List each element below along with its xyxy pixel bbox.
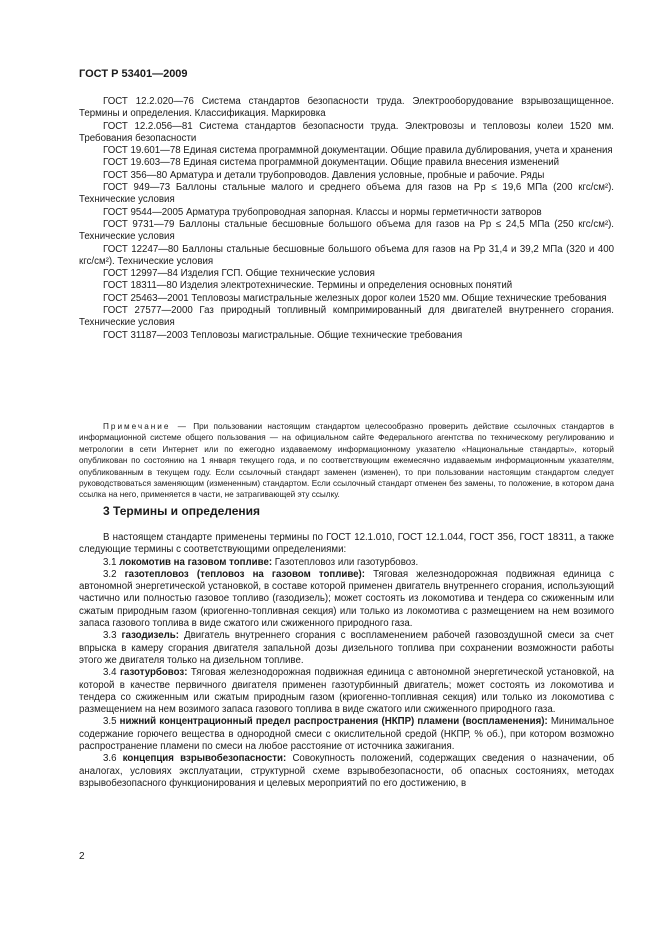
term-name: концепция взрывобезопасности: (122, 753, 287, 765)
reference-item: ГОСТ 12997—84 Изделия ГСП. Общие технические условия (103, 268, 375, 280)
term-number: 3.5 (103, 716, 117, 728)
note-paragraph (79, 421, 614, 501)
term-number: 3.4 (103, 667, 117, 679)
reference-item: ГОСТ 12.2.020—76 Система стандартов безопасности труда. Электрооборудование взрывозащищенное. Термины и определения. Классификация. Маркировка (79, 96, 614, 120)
term-text: Двигатель внутреннего сгорания с воспламенением рабочей газовоздушной смеси за счет впрыска в камеру сгорания двигателя запальной дозы дизельного топлива при сохранении возможности работы этого же двигателя только на дизельном топливе. (79, 630, 614, 666)
term-number: 3.3 (103, 630, 117, 642)
term-number: 3.1 (103, 556, 117, 568)
note-label: Примечание — (103, 422, 188, 431)
reference-item: ГОСТ 27577—2000 Газ природный топливный компримированный для двигателей внутреннего сгорания. Технические условия (79, 305, 614, 329)
reference-item: ГОСТ 9544—2005 Арматура трубопроводная запорная. Классы и нормы герметичности затворов (103, 206, 542, 218)
term-number: 3.6 (103, 753, 117, 765)
term-definition (79, 667, 614, 716)
section-intro: В настоящем стандарте применены термины по ГОСТ 12.1.010, ГОСТ 12.1.044, ГОСТ 356, ГОСТ 18311, а также следующие термины с соответствующими определениями: (79, 532, 614, 556)
section-title: 3 Термины и определения (103, 504, 261, 518)
term-text: Совокупность положений, содержащих сведения о назначении, об аналогах, условиях эксплуатации, структурной схеме взрывобезопасности, об опасных состояниях, методах взрывобезопасного функционирования и целевых мероприятий по его достижению, в (79, 753, 614, 789)
term-text: Минимальное содержание горючего вещества в однородной смеси с окислительной средой (НКПР, % об.), при котором возможно распространение пламени по смеси на любое расстояние от источника зажигания. (79, 716, 614, 753)
reference-item: ГОСТ 19.601—78 Единая система программной документации. Общие правила дублирования, учета и хранения (103, 145, 613, 157)
term-name: нижний концентрационный предел распространения (НКПР) пламени (воспламенения): (119, 716, 548, 728)
term-name: газотурбовоз: (119, 667, 188, 679)
term-text: Тяговая железнодорожная подвижная единица с автономной энергетической установкой, на которой в качестве первичного двигателя применен газотурбинный двигатель; может состоять из локомотива и тендера со сжиженным или сжатым природным газом (криогенно-топливная секция) или только из локомотива с размещением на нем возимого запаса газового топлива в виде сжатого или сжиженного природного газа. (79, 667, 615, 716)
term-text: Тяговая железнодорожная подвижная единица с автономной энергетической установкой, в составе которой применен двигатель внутреннего сгорания, использующий частично или полностью газовое топливо (газодизель); может состоять из локомотива и тендера со сжиженным или сжатым природным газом (криогенно-топливная секция) или только из локомотива с размещением на нем возимого запаса газового топлива в виде сжатого или сжиженного природного газа. (79, 568, 614, 630)
reference-item: ГОСТ 12247—80 Баллоны стальные бесшовные большого объема для газов на Pp 31,4 и 39,2 МПа (320 и 400 кгс/см²). Технические условия (79, 243, 614, 267)
page-number: 2 (79, 851, 85, 862)
term-definition (79, 753, 614, 790)
note-text: При пользовании настоящим стандартом целесообразно проверить действие ссылочных стандартов в информационной системе общего пользования — на официальном сайте Федерального агентства по техническому регулированию и метрологии в сети Интернет или по ежегодно издаваемому информационному указателю «Национальные стандарты», который опубликован по состоянию на 1 января текущего года, и по соответствующим ежемесячно издаваемым информационным указателям, опубликованным в текущем году. Если ссылочный стандарт заменен (изменен), то при пользовании настоящим стандартом следует руководствоваться заменяющим (измененным) стандартом. Если ссылочный стандарт отменен без замены, то положение, в котором дана ссылка на него, применяется в части, не затрагивающей эту ссылку. (79, 422, 614, 500)
reference-item: ГОСТ 31187—2003 Тепловозы магистральные. Общие технические требования (103, 329, 463, 341)
term-text: Газотепловоз или газотурбовоз. (274, 556, 419, 568)
term-number: 3.2 (103, 568, 117, 580)
document-header: ГОСТ Р 53401—2009 (79, 68, 188, 80)
references-list (79, 96, 614, 342)
term-name: газотепловоз (тепловоз на газовом топливе): (124, 568, 366, 580)
reference-item: ГОСТ 949—73 Баллоны стальные малого и среднего объема для газов на Pp ≤ 19,6 МПа (200 кгс/см²). Технические условия (79, 182, 614, 206)
reference-item: ГОСТ 356—80 Арматура и детали трубопроводов. Давления условные, пробные и рабочие. Ряды (103, 169, 545, 181)
reference-item: ГОСТ 9731—79 Баллоны стальные бесшовные большого объема для газов на Pp ≤ 24,5 МПа (250 кгс/см²). Технические условия (79, 218, 614, 243)
term-definition (79, 716, 614, 753)
reference-item: ГОСТ 19.603—78 Единая система программной документации. Общие правила внесения изменений (103, 157, 560, 169)
reference-item: ГОСТ 18311—80 Изделия электротехнические. Термины и определения основных понятий (103, 280, 513, 292)
term-name: локомотив на газовом топливе: (119, 556, 273, 568)
term-definition (79, 569, 614, 630)
reference-item: ГОСТ 12.2.056—81 Система стандартов безопасности труда. Электровозы и тепловозы колеи 1520 мм. Требования безопасности (79, 120, 614, 144)
terms-section (79, 532, 614, 790)
term-definition (79, 630, 614, 667)
reference-item: ГОСТ 25463—2001 Тепловозы магистральные железных дорог колеи 1520 мм. Общие технические требования (103, 292, 607, 304)
term-name: газодизель: (121, 630, 179, 642)
term-definition (79, 557, 614, 569)
